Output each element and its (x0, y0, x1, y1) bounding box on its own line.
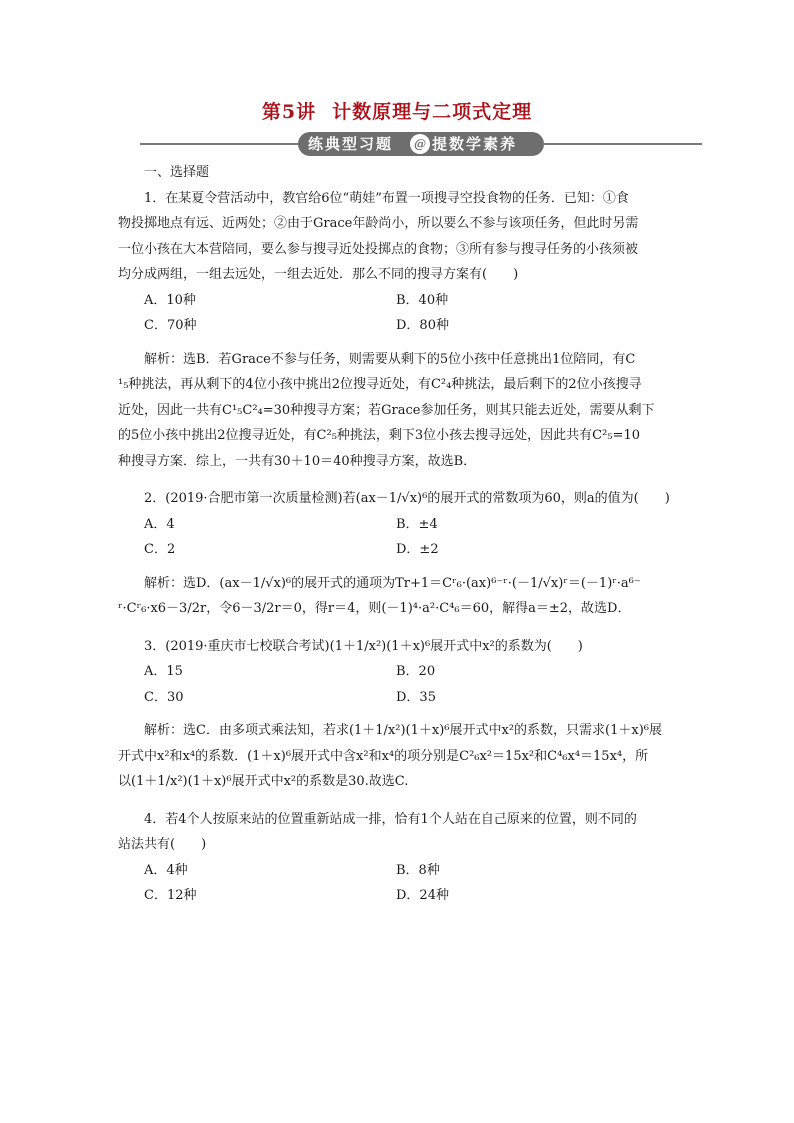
q3-options-row (144, 685, 680, 711)
q3-option-c: C．30 (144, 689, 184, 705)
q3-option-a: A．15 (144, 664, 183, 679)
q4-line: 站法共有( ) (118, 837, 207, 852)
q2-option-d: D．±2 (396, 542, 439, 557)
exercise-content (118, 160, 680, 909)
question-1 (118, 186, 680, 475)
q3-options-row (144, 659, 680, 685)
banner-pill (298, 132, 544, 156)
q1-options-row (144, 288, 680, 314)
q1-solution-line: ¹₅种挑法，再从剩下的4位小孩中挑出2位搜寻近处，有C²₄种挑法，最后剩下的2位小孩搜寻 (118, 377, 642, 392)
banner-right-text: 提数学素养 (432, 135, 518, 153)
q4-line: 4．若4个人按原来站的位置重新站成一排，恰有1个人站在自己原来的位置，则不同的 (144, 811, 637, 827)
question-3 (118, 634, 680, 795)
q3-solution-line: 以(1＋1/x²)(1＋x)⁶展开式中x²的系数是30.故选C. (118, 774, 409, 789)
q2-options-row (144, 512, 680, 538)
banner-rule-left (140, 143, 300, 145)
page-title (0, 97, 794, 124)
q1-line: 一位小孩在大本营陪同，要么参与搜寻近处投掷点的食物；③所有参与搜寻任务的小孩须被 (118, 241, 639, 257)
lecture-number: 第5讲 (261, 101, 317, 123)
q3-stem: 3．(2019·重庆市七校联合考试)(1＋1/x²)(1＋x)⁶展开式中x²的系数为( ) (144, 638, 583, 654)
q1-line: 均分成两组，一组去远处，一组去近处．那么不同的搜寻方案有( ) (118, 267, 519, 282)
q2-option-b: B．±4 (396, 516, 438, 532)
banner-rule-right (542, 143, 702, 145)
q2-solution-line: 解析：选D．(ax－1/√x)⁶的展开式的通项为Tr+1＝Cʳ₆·(ax)⁶⁻ʳ·(－1/√x)ʳ＝(－1)ʳ·a⁶⁻ (144, 575, 641, 591)
q1-solution-line: 的5位小孩中挑出2位搜寻近处，有C²₅种挑法，剩下3位小孩去搜寻远处，因此共有C²₅=10 (118, 428, 640, 443)
q4-option-b: B．8种 (396, 862, 440, 878)
q4-option-a: A．4种 (144, 862, 188, 878)
q2-option-a: A．4 (144, 516, 175, 532)
q4-option-d: D．24种 (396, 888, 449, 903)
q2-solution-line: ʳ·Cʳ₆·x6－3/2r，令6－3/2r＝0，得r＝4，则(－1)⁴·a²·C⁴₆＝60，解得a＝±2，故选D． (118, 601, 631, 616)
q2-options-row (144, 537, 680, 563)
q1-option-d: D．80种 (396, 318, 449, 333)
q4-option-c: C．12种 (144, 888, 197, 903)
q3-solution-line: 开式中x²和x⁴的系数．(1＋x)⁶展开式中含x²和x⁴的项分别是C²₆x²＝15x²和C⁴₆x⁴＝15x⁴，所 (118, 748, 649, 764)
q1-options-row (144, 313, 680, 339)
section-banner (0, 132, 794, 156)
q2-stem: 2．(2019·合肥市第一次质量检测)若(ax－1/√x)⁶的展开式的常数项为60，则a的值为( ) (144, 491, 670, 506)
q1-solution-line: 近处，因此一共有C¹₅C²₄=30种搜寻方案；若Grace参加任务，则其只能去近处，需要从剩下 (118, 402, 655, 418)
section-heading: 一、选择题 (144, 165, 210, 180)
q1-option-b: B．40种 (396, 292, 449, 308)
q1-option-c: C．70种 (144, 318, 197, 333)
question-4 (118, 807, 680, 909)
q1-option-a: A．10种 (144, 292, 196, 308)
q4-options-row (144, 858, 680, 884)
banner-left-text: 练典型习题 (308, 135, 394, 153)
q1-line: 1．在某夏令营活动中，教官给6位“萌娃”布置一项搜寻空投食物的任务．已知：①食 (144, 190, 629, 206)
q3-option-d: D．35 (396, 689, 436, 705)
q3-option-b: B．20 (396, 664, 436, 679)
banner-badge-icon: @ (410, 134, 430, 154)
q1-solution-line: 种搜寻方案．综上，一共有30＋10＝40种搜寻方案，故选B． (118, 453, 477, 469)
q2-option-c: C．2 (144, 542, 176, 557)
q3-solution-line: 解析：选C．由多项式乘法知，若求(1＋1/x²)(1＋x)⁶展开式中x²的系数，只需求(1＋x)⁶展 (144, 723, 663, 738)
question-2 (118, 486, 680, 622)
q1-line: 物投掷地点有远、近两处；②由于Grace年龄尚小，所以要么不参与该项任务，但此时另需 (118, 216, 639, 231)
q4-options-row (144, 883, 680, 909)
lecture-title: 计数原理与二项式定理 (332, 101, 533, 123)
q1-solution-line: 解析：选B．若Grace不参与任务，则需要从剩下的5位小孩中任意挑出1位陪同，有C (144, 351, 636, 367)
